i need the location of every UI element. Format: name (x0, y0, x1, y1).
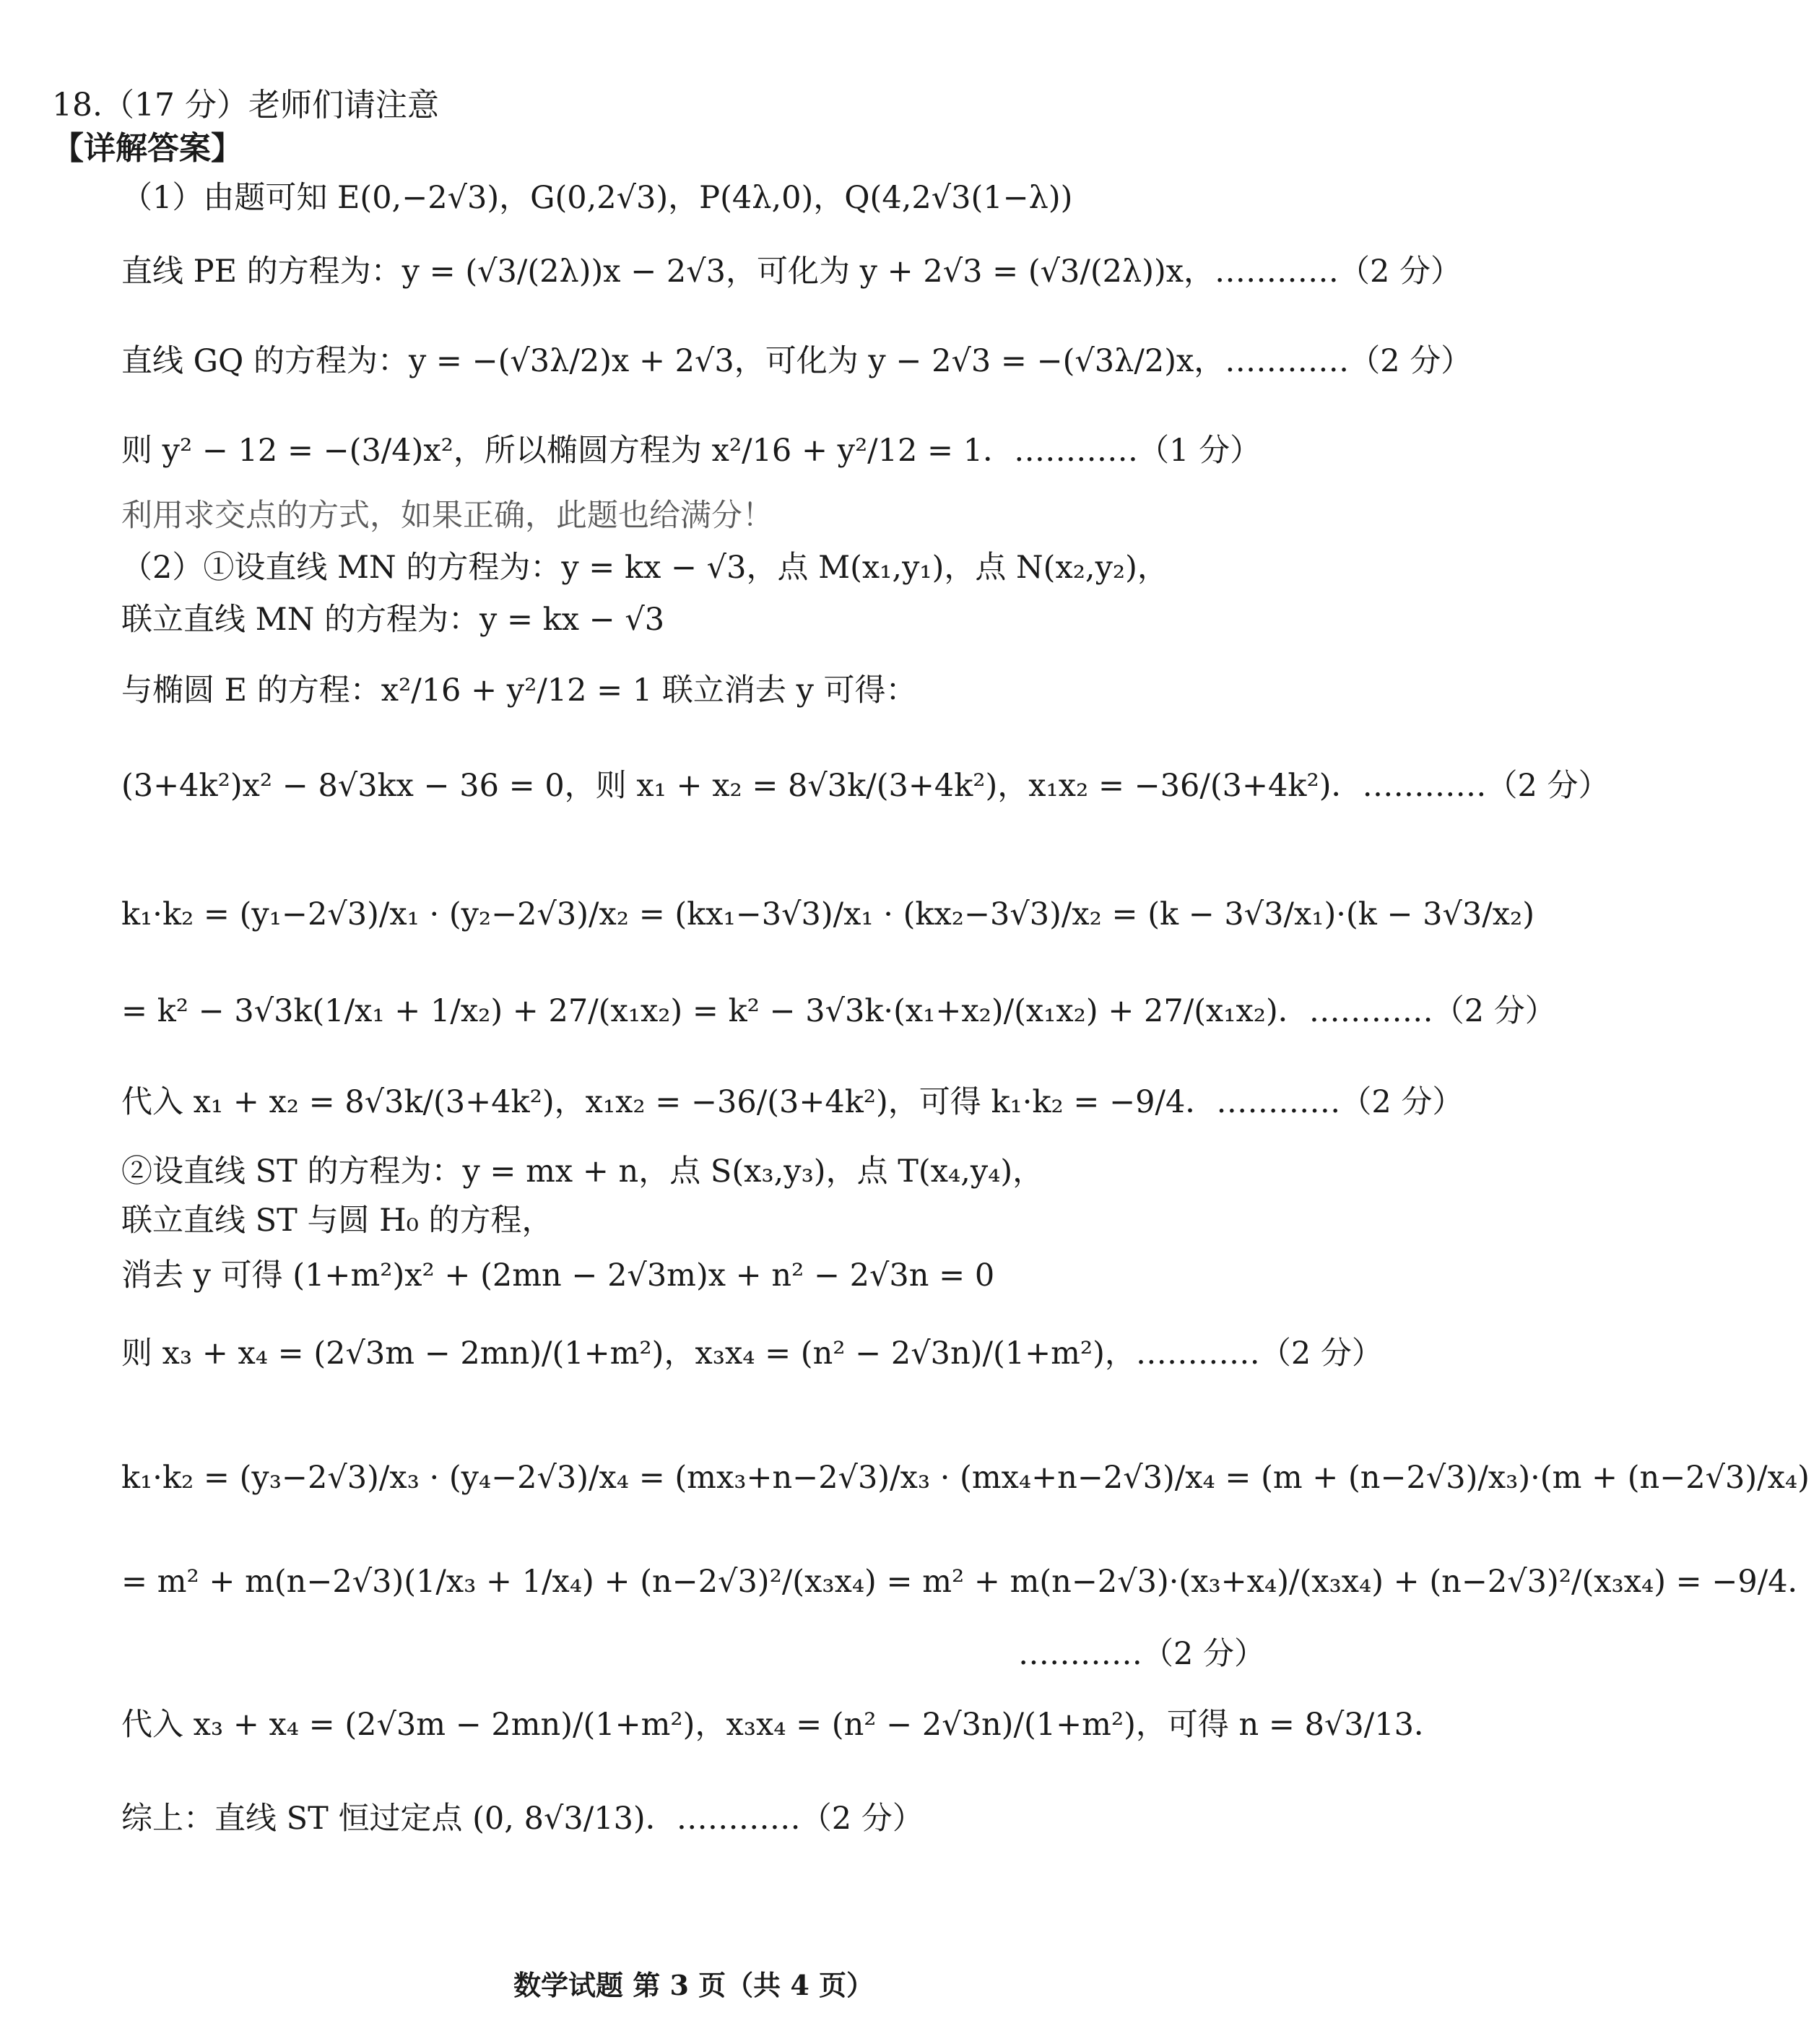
problem-title: 18.（17 分）老师们请注意 (52, 87, 439, 124)
part1-given-points: （1）由题可知 E(0,−2√3)，G(0,2√3)，P(4λ,0)，Q(4,2√3(1−λ)) (121, 180, 1073, 216)
st-slope-product-score: …………（2 分） (1018, 1636, 1266, 1672)
line-pe-equation: 直线 PE 的方程为：y = (√3/(2λ))x − 2√3，可化为 y + 2√3 = (√3/(2λ))x，…………（2 分） (121, 254, 1462, 290)
solve-n: 代入 x₃ + x₄ = (2√3m − 2mn)/(1+m²)，x₃x₄ = (n² − 2√3n)/(1+m²)，可得 n = 8√3/13． (121, 1707, 1445, 1743)
st-vieta: 则 x₃ + x₄ = (2√3m − 2mn)/(1+m²)，x₃x₄ = (n² − 2√3n)/(1+m²)，…………（2 分） (121, 1335, 1383, 1372)
line-gq-equation: 直线 GQ 的方程为：y = −(√3λ/2)x + 2√3，可化为 y − 2√3 = −(√3λ/2)x，…………（2 分） (121, 343, 1472, 379)
quadratic-vieta: (3+4k²)x² − 8√3kx − 36 = 0，则 x₁ + x₂ = 8√3k/(3+4k²)，x₁x₂ = −36/(3+4k²)．…………（2 分） (121, 768, 1610, 804)
st-circle-system: 联立直线 ST 与圆 H₀ 的方程， (121, 1203, 553, 1239)
st-quadratic: 消去 y 可得 (1+m²)x² + (2mn − 2√3m)x + n² − 2√3n = 0 (121, 1257, 995, 1294)
slope-product-result: 代入 x₁ + x₂ = 8√3k/(3+4k²)，x₁x₂ = −36/(3+4k²)，可得 k₁·k₂ = −9/4．…………（2 分） (121, 1084, 1464, 1120)
st-slope-product-1: k₁·k₂ = (y₃−2√3)/x₃ · (y₄−2√3)/x₄ = (mx₃+n−2√3)/x₃ · (mx₄+n−2√3)/x₄ = (m + (n−2√3)/x₃)·(m + (n−2√3)/x₄) (121, 1460, 1810, 1496)
conclusion-fixed-point: 综上：直线 ST 恒过定点 (0, 8√3/13)．…………（2 分） (121, 1801, 924, 1837)
answer-heading: 【详解答案】 (52, 130, 243, 167)
st-slope-product-2: = m² + m(n−2√3)(1/x₃ + 1/x₄) + (n−2√3)²/(x₃x₄) = m² + m(n−2√3)·(x₃+x₄)/(x₃x₄) + (n−2√3)²/(x₃x₄) = −9/4． (121, 1564, 1819, 1600)
mn-system: 联立直线 MN 的方程为：y = kx − √3 (121, 602, 665, 638)
part2-line-mn: （2）①设直线 MN 的方程为：y = kx − √3，点 M(x₁,y₁)，点 N(x₂,y₂)， (121, 550, 1168, 586)
slope-product-1: k₁·k₂ = (y₁−2√3)/x₁ · (y₂−2√3)/x₂ = (kx₁−3√3)/x₁ · (kx₂−3√3)/x₂ = (k − 3√3/x₁)·(k − 3√3/x₂) (121, 896, 1535, 932)
slope-product-2: = k² − 3√3k(1/x₁ + 1/x₂) + 27/(x₁x₂) = k² − 3√3k·(x₁+x₂)/(x₁x₂) + 27/(x₁x₂)．…………（2 分） (121, 993, 1556, 1029)
page-footer: 数学试题 第 3 页（共 4 页） (513, 1969, 874, 2001)
part2-line-st: ②设直线 ST 的方程为：y = mx + n，点 S(x₃,y₃)，点 T(x₄,y₄)， (121, 1153, 1044, 1190)
ellipse-equation: 则 y² − 12 = −(3/4)x²，所以椭圆方程为 x²/16 + y²/12 = 1．…………（1 分） (121, 433, 1262, 469)
ellipse-system: 与椭圆 E 的方程：x²/16 + y²/12 = 1 联立消去 y 可得： (121, 672, 917, 709)
grading-note: 利用求交点的方式，如果正确，此题也给满分！ (121, 498, 773, 534)
